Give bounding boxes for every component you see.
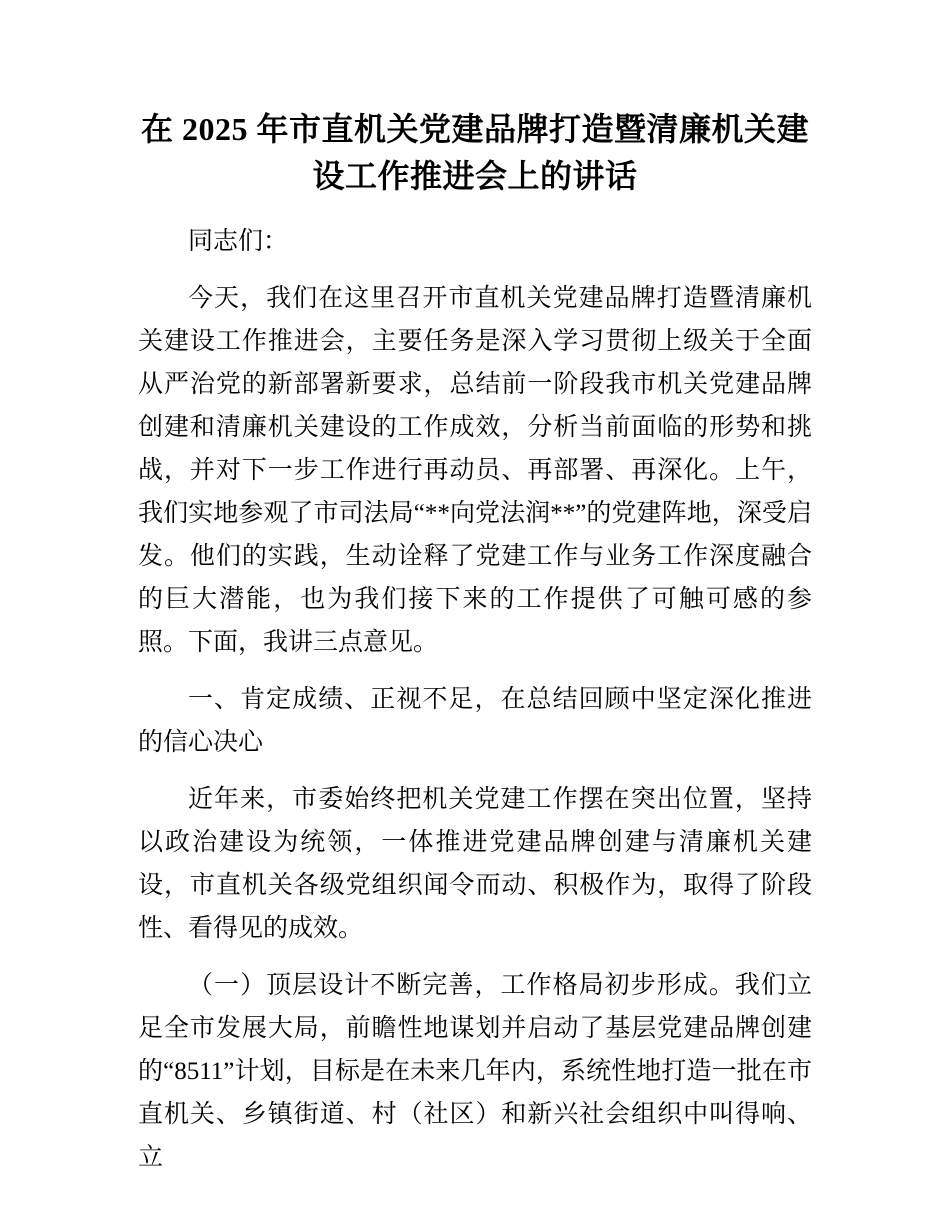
section-heading-paragraph: 一、肯定成绩、正视不足，在总结回顾中坚定深化推进的信心决心: [138, 686, 812, 756]
document-title: 在 2025 年市直机关党建品牌打造暨清廉机关建设工作推进会上的讲话: [140, 111, 809, 194]
body-paragraph: 近年来，市委始终把机关党建工作摆在突出位置，坚持以政治建设为统领，一体推进党建品牌创建与清廉机关建设，市直机关各级党组织闻令而动、积极作为，取得了阶段性、看得见的成效。: [138, 786, 812, 942]
subsection-paragraph: （一）顶层设计不断完善，工作格局初步形成。我们立足全市发展大局，前瞻性地谋划并启动了基层党建品牌创建的“8511”计划，目标是在未来几年内，系统性地打造一批在市直机关、乡镇街道、村（社区）和新兴社会组织中叫得响、立: [138, 972, 812, 1171]
intro-paragraph: 今天，我们在这里召开市直机关党建品牌打造暨清廉机关建设工作推进会，主要任务是深入学习贯彻上级关于全面从严治党的新部署新要求，总结前一阶段我市机关党建品牌创建和清廉机关建设的工作成效，分析当前面临的形势和挑战，并对下一步工作进行再动员、再部署、再深化。上午，我们实地参观了市司法局“**向党法润**”的党建阵地，深受启发。他们的实践，生动诠释了党建工作与业务工作深度融合的巨大潜能，也为我们接下来的工作提供了可触可感的参照。下面，我讲三点意见。: [138, 285, 812, 656]
salutation-paragraph: 同志们：: [188, 228, 289, 255]
